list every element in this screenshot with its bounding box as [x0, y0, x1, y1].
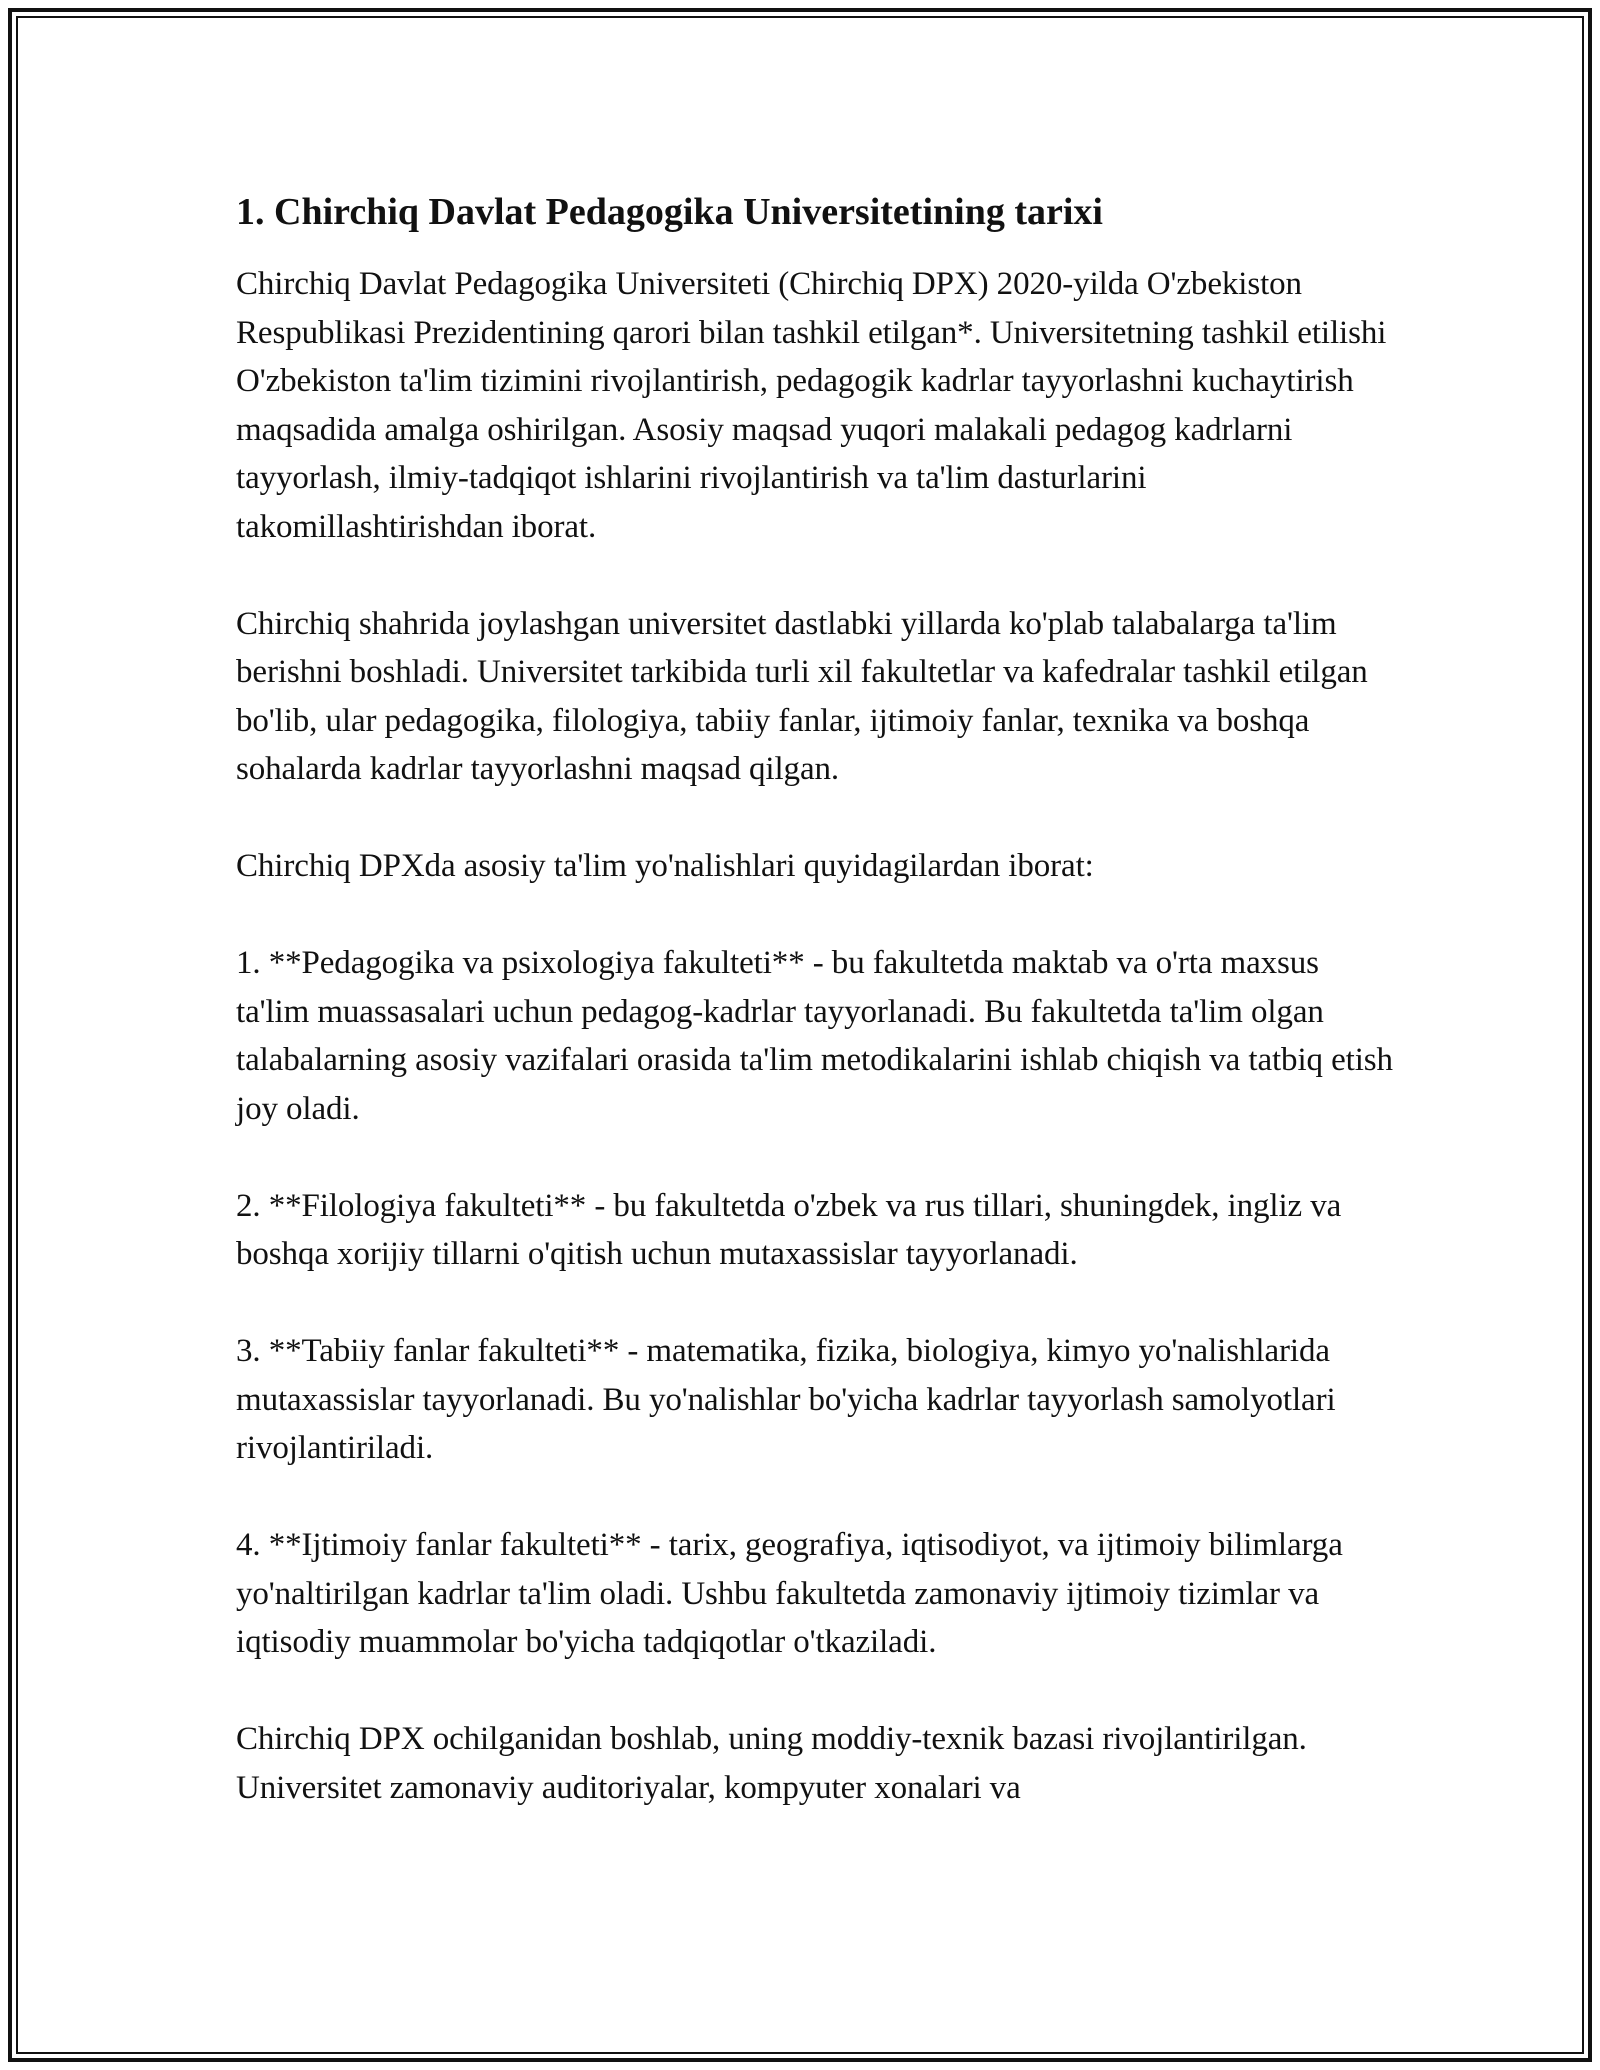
list-item-natural-sciences: 3. **Tabiiy fanlar fakulteti** - matematika, fizika, biologiya, kimyo yo'nalishlarida mutaxassislar tayyorlanadi. Bu yo'nalishlar bo'yicha kadrlar tayyorlash samolyotlari rivojlantiriladi.	[236, 1333, 1336, 1466]
list-item-philology: 2. **Filologiya fakulteti** - bu fakultetda o'zbek va rus tillari, shuningdek, ingliz va boshqa xorijiy tillarni o'qitish uchun mutaxassislar tayyorlanadi.	[236, 1187, 1342, 1272]
paragraph-intro: Chirchiq Davlat Pedagogika Universiteti (Chirchiq DPX) 2020-yilda O'zbekiston Respublikasi Prezidentining qarori bilan tashkil etilgan*. Universitetning tashkil etilishi O'zbekiston ta'lim tizimini rivojlantirish, pedagogik kadrlar tayyorlashni kuchaytirish maqsadida amalga oshirilgan. Asosiy maqsad yuqori malakali pedagog kadrlarni tayyorlash, ilmiy-tadqiqot ishlarini rivojlantirish va ta'lim dasturlarini takomillashtirishdan iborat.	[236, 266, 1387, 545]
paragraph-location: Chirchiq shahrida joylashgan universitet dastlabki yillarda ko'plab talabalarga ta'lim berishni boshladi. Universitet tarkibida turli xil fakultetlar va kafedralar tashkil etilgan bo'lib, ular pedagogika, filologiya, tabiiy fanlar, ijtimoiy fanlar, texnika va boshqa sohalarda kadrlar tayyorlashni maqsad qilgan.	[236, 605, 1368, 787]
paragraph-directions-intro: Chirchiq DPXda asosiy ta'lim yo'nalishlari quyidagilardan iborat:	[236, 848, 1094, 884]
paragraph-facilities: Chirchiq DPX ochilganidan boshlab, uning moddiy-texnik bazasi rivojlantirilgan. Universitet zamonaviy auditoriyalar, kompyuter xonalari va	[236, 1721, 1307, 1806]
list-item-social-sciences: 4. **Ijtimoiy fanlar fakulteti** - tarix, geografiya, iqtisodiyot, va ijtimoiy bilimlarga yo'naltirilgan kadrlar ta'lim oladi. Ushbu fakultetda zamonaviy ijtimoiy tizimlar va iqtisodiy muammolar bo'yicha tadqiqotlar o'tkaziladi.	[236, 1527, 1343, 1660]
list-item-pedagogy: 1. **Pedagogika va psixologiya fakulteti** - bu fakultetda maktab va o'rta maxsus ta'lim muassasalari uchun pedagog-kadrlar tayyorlanadi. Bu fakultetda ta'lim olgan talabalarning asosiy vazifalari orasida ta'lim metodikalarini ishlab chiqish va tatbiq etish joy oladi.	[236, 945, 1393, 1127]
document-body	[236, 186, 1396, 1812]
document-title: 1. Chirchiq Davlat Pedagogika Universitetining tarixi	[236, 191, 1103, 233]
